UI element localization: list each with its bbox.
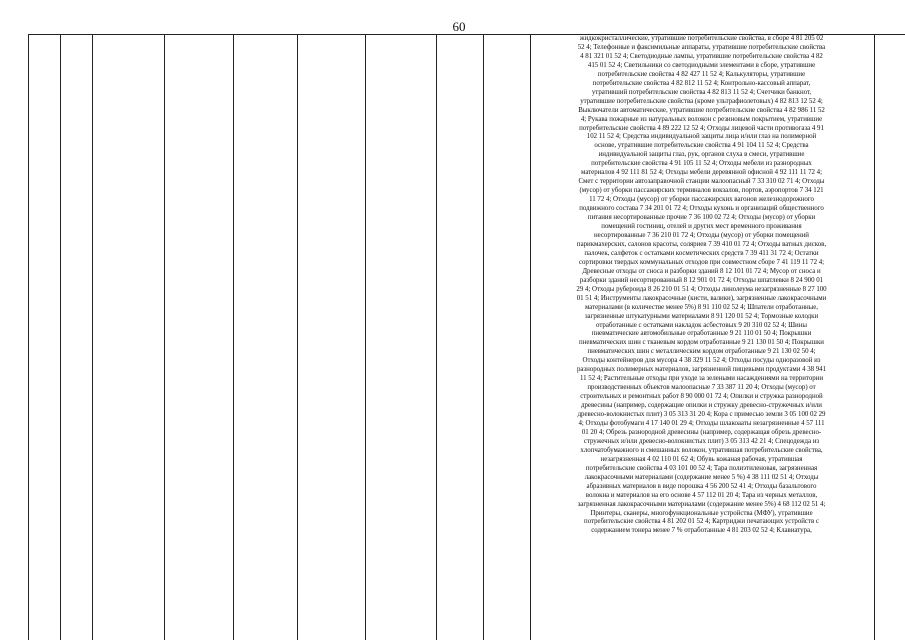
waste-list-line: 102 11 52 4; Средства индивидуальной защиты лица и/или глаз на полимерной	[586, 133, 817, 141]
waste-list-line: потребительские свойства 4 91 105 11 52 4; Отходы мебели из разнородных	[591, 160, 812, 168]
waste-list-line: пневматические автомобильные отработанные 9 21 110 01 50 4; Покрышки	[591, 330, 812, 338]
waste-list-line: потребительские свойства 4 81 202 01 52 4; Картриджи печатающих устройств с	[584, 518, 819, 526]
waste-list-line: парикмахерских, салонов красоты, соляриев 7 39 410 01 72 4; Отходы ватных дисков,	[576, 240, 827, 248]
waste-list-line: пневматических шин с металлическим кордом отработанные 9 21 130 02 50 4;	[587, 348, 816, 356]
waste-list-line: потребительские свойства 4 82 427 11 52 4; Калькуляторы, утратившие	[597, 70, 806, 78]
waste-list-line: 4; Рукава пожарные из натуральных волокон с резиновым покрытием, утратившие	[580, 115, 823, 123]
waste-list-line: пневматических шин с тканевым кордом отработанные 9 21 130 01 50 4; Покрышки	[579, 339, 824, 347]
waste-list-line: индивидуальной защиты глаз, рук, органов слуха в смеси, утратившие	[598, 151, 805, 159]
waste-list-line: разборки зданий несортированный 8 12 901 01 72 4; Отходы шпатлевки 8 24 900 01	[579, 276, 824, 284]
waste-list-line: 11 72 4; Отходы (мусор) от уборки пассажирских вагонов железнодорожного	[589, 196, 814, 204]
waste-list-line: помещений гостиниц, отелей и других мест временного проживания	[601, 223, 802, 231]
waste-list-line: 52 4; Телефонные и факсимильные аппараты, утратившие потребительские свойства	[577, 43, 826, 51]
waste-list-line: Древесные отходы от сноса и разборки зданий 8 12 101 01 72 4; Мусор от сноса и	[582, 267, 821, 275]
column-border	[60, 34, 61, 640]
waste-list-line: 01 20 4; Обрезь разнородной древесины (например, содержащая обрезь древесно-	[581, 428, 822, 436]
waste-list-line: древесно-волокнистых плит) 3 05 313 31 20 4; Кора с примесью земли 3 05 100 02 29	[577, 411, 826, 419]
waste-list-line: 11 52 4; Растительные отходы при уходе за зелеными насаждениями на территории	[579, 375, 824, 383]
column-border	[233, 34, 234, 640]
column-border	[164, 34, 165, 640]
column-border	[436, 34, 437, 640]
column-border	[297, 34, 298, 640]
waste-list-line: потребительские свойства 4 03 101 00 52 4; Тара полиэтиленовая, загрязненная	[585, 464, 818, 472]
waste-list-line: подвижного состава 7 34 201 01 72 4; Отходы кухонь и организаций общественного	[579, 205, 824, 213]
waste-list-line: 4 81 321 01 52 4; Светодиодные лампы, утратившие потребительские свойства 4 82	[580, 52, 823, 60]
waste-list-line: Выключатели автоматические, утратившие потребительские свойства 4 82 986 11 52	[578, 106, 825, 114]
waste-list-line: материалами (в количестве менее 5%) 8 91 110 02 52 4; Шпатели отработанные,	[584, 303, 819, 311]
waste-list-line: потребительские свойства 4 82 812 11 52 4; Контрольно-кассовый аппарат,	[592, 79, 811, 87]
waste-list-line: Принтеры, сканеры, многофункциональные устройства (МФУ), утратившие	[590, 509, 813, 517]
waste-list-line: 29 4; Отходы рубероида 8 26 210 01 51 4; Отходы линолеума незагрязненные 8 27 100	[576, 285, 827, 293]
waste-list-line: производственных объектов малоопасные 7 33 387 11 20 4; Отходы (мусор) от	[587, 384, 816, 392]
waste-list-line: строительных и ремонтных работ 8 90 000 01 72 4; Опилки и стружка разнородной	[580, 393, 823, 401]
waste-list-line: сортировки твердых коммунальных отходов при совместном сборе 7 41 119 11 72 4;	[578, 258, 825, 266]
column-border	[483, 34, 484, 640]
waste-list-line: Смет с территории автозаправочной станции малоопасный 7 33 310 02 71 4; Отходы	[578, 178, 825, 186]
waste-list-line: загрязненная лакокрасочными материалами (содержание менее 5%) 4 68 112 02 51 4;	[577, 500, 826, 508]
waste-list-line: незагрязненная 4 02 110 01 62 4; Обувь кожаная рабочая, утратившая	[600, 455, 803, 463]
column-border	[92, 34, 93, 640]
waste-list-line: (мусор) от уборки пассажирских терминалов вокзалов, портов, аэропортов 7 34 121	[579, 187, 824, 195]
waste-list-line: волокна и материалов на его основе 4 57 112 01 20 4; Тара из черных металлов,	[585, 491, 818, 499]
waste-list-line: несортированные 7 36 210 01 72 4; Отходы (мусор) от уборки помещений	[594, 231, 809, 239]
waste-list-line: питания несортированные прочие 7 36 100 02 72 4; Отходы (мусор) от уборки	[587, 214, 816, 222]
waste-list-line: потребительские свойства 4 89 222 12 52 4; Отходы лицевой части противогаза 4 91	[579, 124, 824, 132]
waste-list-line: отработанные с остатками накладок асбестовых 9 20 310 02 52 4; Шины	[596, 321, 807, 329]
waste-list-cell	[530, 35, 873, 635]
waste-list-line: разнородных полимерных материалов, загрязненной пищевыми продуктами 4 38 941	[576, 366, 827, 374]
waste-list-line: палочек, салфеток с остатками косметических средств 7 39 411 31 72 4; Остатки	[584, 249, 819, 257]
waste-list-line: 4; Отходы фотобумаги 4 17 140 01 29 4; Отходы шлакоааты незагрязненные 4 57 111	[578, 419, 825, 427]
waste-list-line: хлопчатобумажного и смешанных волокон, утратившая потребительские свойства,	[580, 446, 823, 454]
waste-list-line: Отходы контейнеров для мусора 4 38 329 11 52 4; Отходы посуды одноразовой из	[582, 357, 821, 365]
column-border	[365, 34, 366, 640]
column-border	[874, 34, 875, 640]
waste-list-line: содержанием тонера менее 7 % отработанные 4 81 203 02 52 4; Клавиатура,	[591, 527, 812, 535]
waste-list-line: утратившие потребительские свойства (кроме ультрафиолетовых) 4 82 813 12 52 4;	[580, 97, 823, 105]
page-number: 60	[452, 19, 466, 34]
waste-list-line: стружечных и/или древесно-волокнистых плит) 3 05 313 42 21 4; Спецодежда из	[583, 437, 820, 445]
waste-list-line: материалов 4 92 111 81 52 4; Отходы мебели деревянной офисной 4 92 111 11 72 4;	[581, 169, 822, 177]
waste-list-line: абразивных материалов в виде порошка 4 56 200 52 41 4; Отходы базальтового	[586, 482, 817, 490]
waste-list-line: древесины (например, содержащие опилки и стружку древесно-стружечных и/или	[581, 402, 822, 410]
column-border	[28, 34, 29, 640]
waste-list-line: лакокрасочными материалами (содержание менее 5 %) 4 38 111 02 51 4; Отходы	[584, 473, 819, 481]
waste-list-line: основе, утратившие потребительские свойства 4 91 104 11 52 4; Средства	[594, 142, 809, 150]
waste-list-line: 415 01 52 4; Светильники со светодиодными элементами в сборе, утратившие	[587, 61, 816, 69]
waste-list-line: утративший потребительские свойства 4 82 813 11 52 4; Счетчики банкнот,	[591, 88, 812, 96]
waste-list-line: 01 51 4; Инструменты лакокрасочные (кисти, валики), загрязненные лакокрасочными	[576, 294, 827, 302]
waste-list-line: загрязненные штукатурными материалами 8 91 120 01 52 4; Тормозные колодки	[584, 312, 819, 320]
waste-list-line: жидкокристаллические, утратившие потребительские свойства, в сборе 4 81 205 02	[579, 35, 824, 42]
